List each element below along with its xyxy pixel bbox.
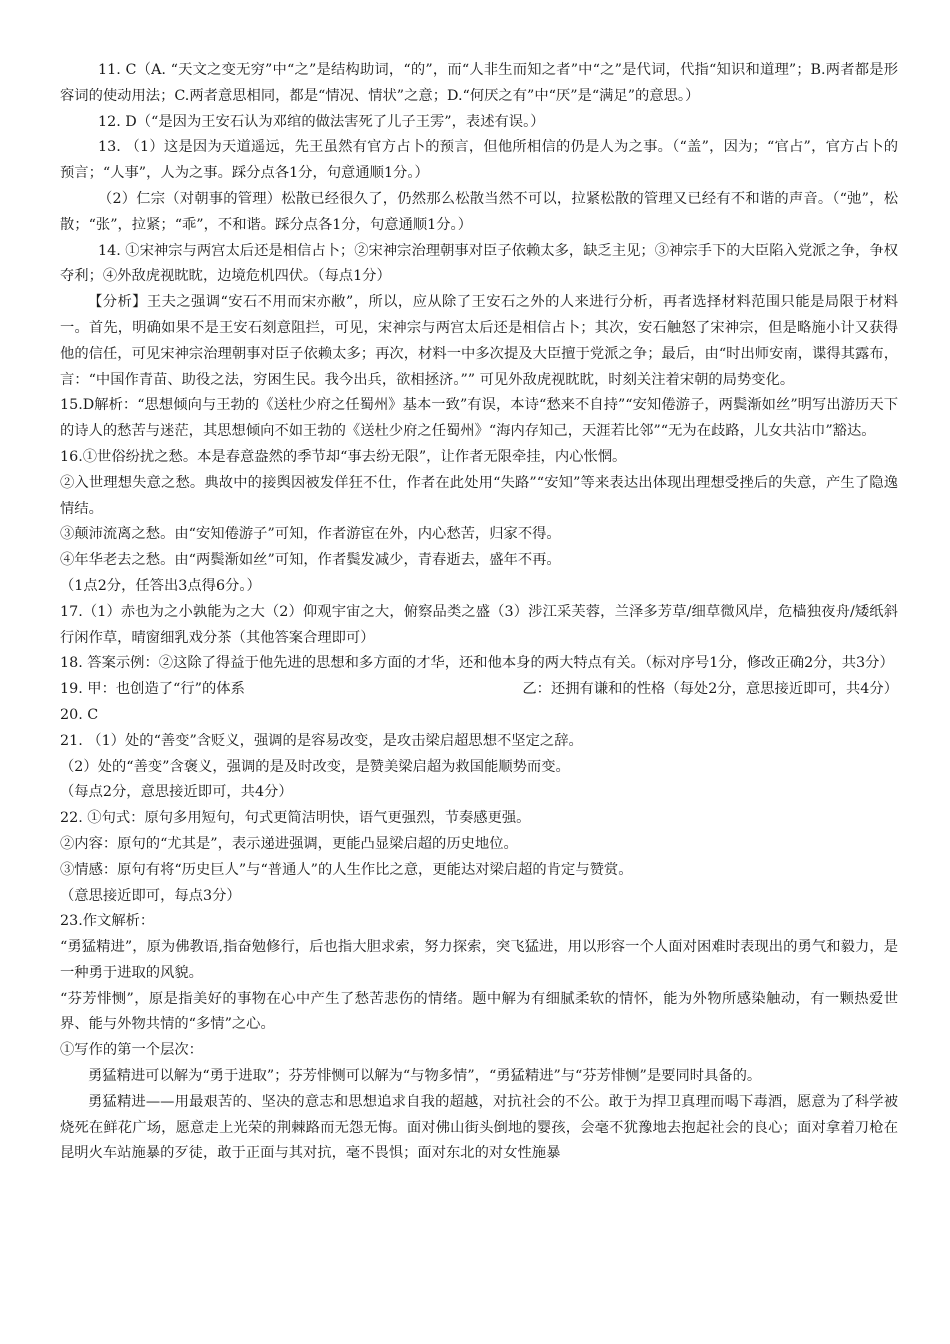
answer-22-point2: ②内容：原句的“尤其是”，表示递进强调，更能凸显梁启超的历史地位。 — [60, 835, 518, 852]
answer-21-part1: 21. （1）处的“善变”含贬义，强调的是容易改变，是攻击梁启超思想不坚定之辞。 — [60, 732, 583, 749]
answer-20: 20. C — [60, 706, 99, 723]
answer-17: 17.（1）赤也为之小孰能为之大（2）仰观宇宙之大，俯察品类之盛（3）涉江采芙蓉，兰泽多芳草/细草微风岸，危樯独夜舟/矮纸斜行闲作草，晴窗细乳戏分茶（其他答案合理即可） — [60, 603, 898, 646]
answer-14-analysis: 【分析】王夫之强调“安石不用而宋亦敝”，所以，应从除了王安石之外的人来进行分析，再者选择材料范围只能是局限于材料一。首先，明确如果不是王安石刻意阻拦，可见，宋神宗与两宫太后还是相信占卜；其次，安石触怒了宋神宗，但是略施小计又获得他的信任，可见宋神宗治理朝事对臣子依赖太多；再次，材料一中多次提及大臣擅于党派之争；最后，由“时出师安南，谍得其露布，言：“中国作青苗、助役之法，穷困生民。我今出兵，欲相拯济。”” 可见外敌虎视眈眈，时刻关注着宋朝的局势变化。 — [60, 294, 898, 388]
answer-13-part1: 13. （1）这是因为天道遥远，先王虽然有官方占卜的预言，但他所相信的仍是人为之事。（“盖”，因为；“官占”，官方占卜的预言；“人事”，人为之事。踩分点各1分，句意通顺1分。） — [60, 139, 898, 182]
answer-12: 12. D（“是因为王安石认为邓绾的做法害死了儿子王雱”，表述有误。） — [98, 113, 545, 130]
answer-15: 15.D解析：“思想倾向与王勃的《送杜少府之任蜀州》基本一致”有误，本诗“愁来不自持”“安知倦游子，两鬓渐如丝”明写出游历天下的诗人的愁苦与迷茫，其思想倾向不如王勃的《送杜少府之任蜀州》“海内存知己，天涯若比邻”“无为在歧路，儿女共沾巾”豁达。 — [60, 397, 898, 440]
answer-23-definition-1: “勇猛精进”，原为佛教语,指奋勉修行，后也指大胆求索，努力探索，突飞猛进，用以形容一个人面对困难时表现出的勇气和毅力，是一种勇于进取的风貌。 — [60, 939, 898, 981]
answer-11: 11. C（A. “天文之变无穷”中“之”是结构助词，“的”，而“人非生而知之者”中“之”是代词，代指“知识和道理”；B.两者都是形容词的使动用法；C.两者意思相同，都是“情况、情状”之意；D.“何厌之有”中“厌”是“满足”的意思。） — [60, 62, 898, 104]
answer-14: 14. ①宋神宗与两宫太后还是相信占卜；②宋神宗治理朝事对臣子依赖太多，缺乏主见；③神宗手下的大臣陷入党派之争，争权夺利；④外敌虎视眈眈，边境危机四伏。（每点1分） — [60, 242, 898, 285]
answer-23-essay-text: 勇猛精进——用最艰苦的、坚决的意志和思想追求自我的超越，对抗社会的不公。敢于为捍卫真理而喝下毒酒，愿意为了科学被烧死在鲜花广场，愿意走上光荣的荆棘路而无怨无悔。面对佛山街头倒地的婴孩，会毫不犹豫地去抱起社会的良心；面对拿着刀枪在昆明火车站施暴的歹徒，敢于正面与其对抗，毫不畏惧；面对东北的对女性施暴 — [60, 1093, 898, 1162]
answer-22-point3: ③情感：原句有将“历史巨人”与“普通人”的人生作比之意，更能达对梁启超的肯定与赞赏。 — [60, 861, 633, 878]
answer-19-jia: 19. 甲：也创造了“行”的体系 — [60, 681, 245, 698]
answer-22-scoring: （意思接近即可，每点3分） — [60, 887, 241, 904]
answer-23-level-text: 勇猛精进可以解为“勇于进取”；芬芳悱恻可以解为“与物多情”，“勇猛精进”与“芬芳悱恻”是要同时具备的。 — [88, 1068, 762, 1085]
answer-19 — [60, 677, 898, 703]
answer-21-scoring: （每点2分，意思接近即可，共4分） — [60, 784, 293, 801]
answer-23-level-heading: ①写作的第一个层次： — [60, 1042, 203, 1059]
answer-23-heading: 23.作文解析： — [60, 913, 155, 930]
answer-13-part2: （2）仁宗（对朝事的管理）松散已经很久了，仍然那么松散当然不可以，拉紧松散的管理又已经有不和谐的声音。（“弛”，松散；“张”，拉紧；“乖”，不和谐。踩分点各1分，句意通顺1分。） — [60, 190, 898, 233]
answer-21-part2: （2）处的“善变”含褒义，强调的是及时改变，是赞美梁启超为救国能顺势而变。 — [60, 758, 570, 775]
answer-16-point2: ②入世理想失意之愁。典故中的接舆因被发佯狂不仕，作者在此处用“失路”“安知”等来表达出体现出理想受挫后的失意，产生了隐逸情结。 — [60, 474, 898, 517]
answer-22-point1: 22. ①句式：原句多用短句，句式更简洁明快，语气更强烈，节奏感更强。 — [60, 810, 531, 827]
answer-18: 18. 答案示例：②这除了得益于他先进的思想和多方面的才华，还和他本身的两大特点有关。（标对序号1分，修改正确2分，共3分） — [60, 655, 894, 672]
answer-23-definition-2: “芬芳悱恻”，原是指美好的事物在心中产生了愁苦悲伤的情绪。题中解为有细腻柔软的情怀，能为外物所感染触动，有一颗热爱世界、能与外物共情的“多情”之心。 — [60, 990, 898, 1033]
answer-16-point4: ④年华老去之愁。由“两鬓渐如丝”可知，作者鬓发减少，青春逝去，盛年不再。 — [60, 552, 561, 569]
answer-16-point1: 16.①世俗纷扰之愁。本是春意盎然的季节却“事去纷无限”，让作者无限牵挂，内心怅惘。 — [60, 448, 627, 465]
answer-19-yi: 乙：还拥有谦和的性格（每处2分，意思接近即可，共4分） — [522, 681, 898, 698]
answer-16-point3: ③颠沛流离之愁。由“安知倦游子”可知，作者游宦在外，内心愁苦，归家不得。 — [60, 526, 561, 543]
answer-16-scoring: （1点2分，任答出3点得6分。） — [60, 577, 261, 594]
